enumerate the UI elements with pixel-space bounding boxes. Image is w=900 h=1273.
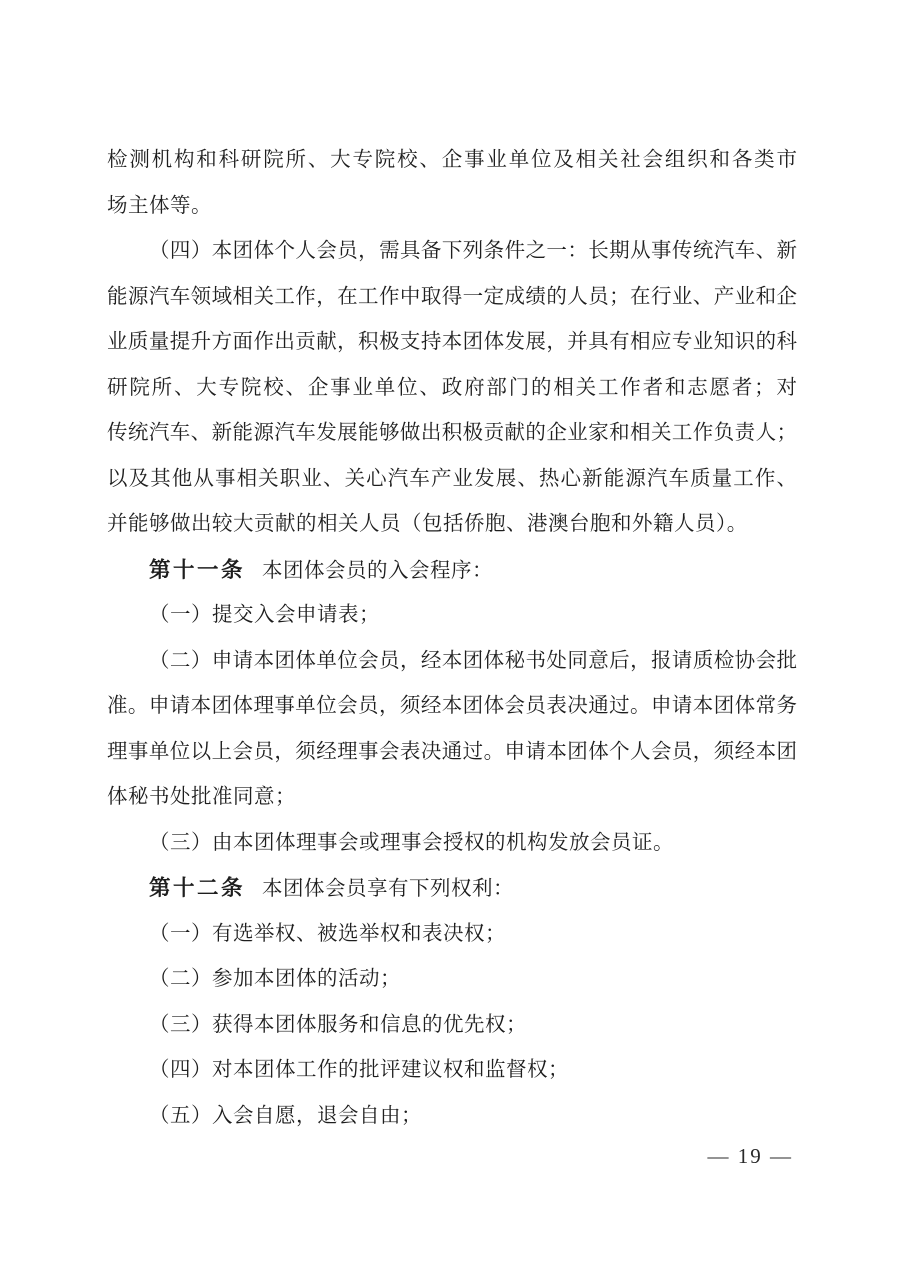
text-line: 能源汽车领域相关工作，在工作中取得一定成绩的人员；在行业、产业和企 <box>107 285 797 308</box>
article-title-text: 本团体会员享有下列权利： <box>262 878 515 900</box>
text-line: （二）申请本团体单位会员，经本团体秘书处同意后，报请质检协会批 <box>149 649 797 672</box>
text-line: 并能够做出较大贡献的相关人员（包括侨胞、港澳台胞和外籍人员）。 <box>107 513 748 535</box>
text-line: （五）入会自愿，退会自由； <box>149 1104 422 1127</box>
text-line: 体秘书处批准同意； <box>107 786 296 808</box>
text-line <box>107 866 797 912</box>
page-number <box>708 1134 794 1179</box>
text-line: 理事单位以上会员，须经理事会表决通过。申请本团体个人会员，须经本团 <box>107 740 797 763</box>
text-line: （四）本团体个人会员，需具备下列条件之一：长期从事传统汽车、新 <box>149 240 797 262</box>
document-body <box>107 138 797 1139</box>
text-line: 研院所、大专院校、企事业单位、政府部门的相关工作者和志愿者；对 <box>107 376 797 399</box>
page-number-text: — 19 — <box>707 1144 793 1168</box>
text-line: （一）提交入会申请表； <box>149 604 380 626</box>
article-number-heading: 第十二条 <box>149 876 246 900</box>
text-line <box>107 548 797 594</box>
text-line: （四）对本团体工作的批评建议权和监督权； <box>149 1059 569 1081</box>
text-line: 传统汽车、新能源汽车发展能够做出积极贡献的企业家和相关工作负责人； <box>107 422 797 444</box>
text-line: 业质量提升方面作出贡献，积极支持本团体发展，并具有相应专业知识的科 <box>107 331 797 353</box>
article-number-heading: 第十一条 <box>149 557 246 582</box>
article-title-text: 本团体会员的入会程序： <box>262 559 494 582</box>
text-line: （三）获得本团体服务和信息的优先权； <box>149 1013 527 1036</box>
text-line: （一）有选举权、被选举权和表决权； <box>149 922 506 945</box>
text-line: 以及其他从事相关职业、关心汽车产业发展、热心新能源汽车质量工作、 <box>107 467 797 490</box>
text-line: （二）参加本团体的活动； <box>149 968 401 990</box>
text-line: （三）由本团体理事会或理事会授权的机构发放会员证。 <box>149 831 674 854</box>
text-line: 场主体等。 <box>107 194 212 217</box>
text-line: 检测机构和科研院所、大专院校、企事业单位及相关社会组织和各类市 <box>107 149 797 171</box>
text-line: 准。申请本团体理事单位会员，须经本团体会员表决通过。申请本团体常务 <box>107 695 797 717</box>
